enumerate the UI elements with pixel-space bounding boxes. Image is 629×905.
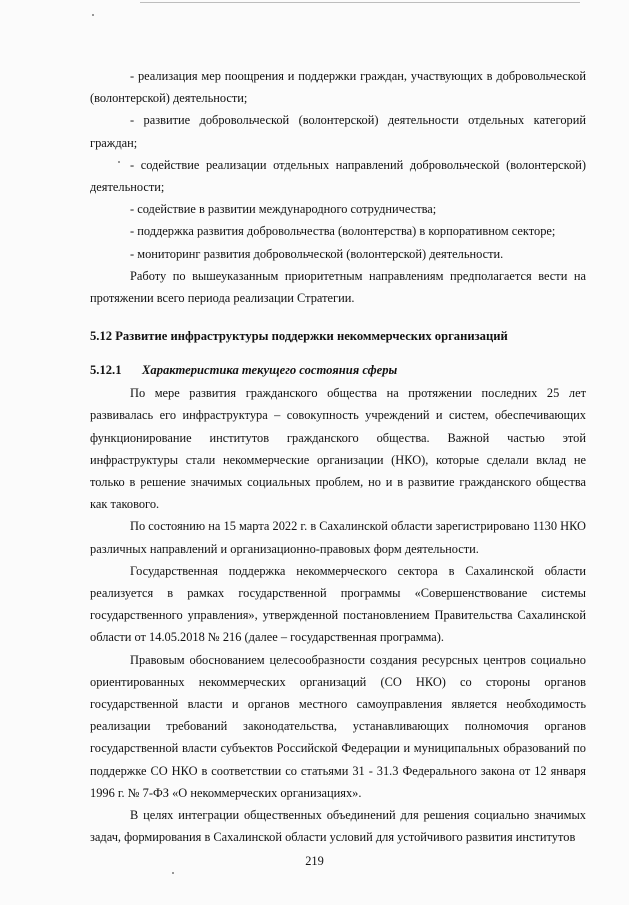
paragraph: В целях интеграции общественных объединений для решения социально значимых задач, формирования в Сахалинской области условий для устойчивого развития институтов xyxy=(90,808,586,845)
scan-edge-line xyxy=(140,2,580,3)
section-heading: 5.12 Развитие инфраструктуры поддержки некоммерческих организаций xyxy=(90,329,508,344)
list-item: - мониторинг развития добровольческой (волонтерской) деятельности. xyxy=(130,246,504,261)
paragraph: Государственная поддержка некоммерческого сектора в Сахалинской области реализуется в рамках государственной программы «Совершенствование системы государственного управления», утвержденной постановлением Правительства Сахалинской области от 14.05.2018 № 216 (далее – государственная программа). xyxy=(90,563,586,645)
page-number: 219 xyxy=(305,854,324,868)
paragraph: По мере развития гражданского общества на протяжении последних 25 лет развивалась его инфраструктура – совокупность учреждений и систем, обеспечивающих функционирование институтов гражданского общества. Важной частью этой инфраструктуры стали некоммерческие организации (НКО), которые сделали вклад не только в решение значимых социальных проблем, но и в развитие гражданского общества как такового. xyxy=(90,386,586,512)
scan-speck xyxy=(92,14,94,16)
document-body xyxy=(90,65,586,849)
scan-speck xyxy=(172,872,174,874)
list-item: - развитие добровольческой (волонтерской) деятельности отдельных категорий граждан; xyxy=(90,113,586,150)
paragraph: Работу по вышеуказанным приоритетным направлениям предполагается вести на протяжении всего периода реализации Стратегии. xyxy=(90,268,586,306)
subsection-number: 5.12.1 xyxy=(90,363,122,378)
subsection-heading xyxy=(90,360,586,380)
list-item: - поддержка развития добровольчества (волонтерства) в корпоративном секторе; xyxy=(130,224,556,239)
paragraph: Правовым обоснованием целесообразности создания ресурсных центров социально ориентированных некоммерческих организаций (СО НКО) со стороны органов государственной власти и органов местного самоуправления является необходимость реализации требований законодательства, устанавливающих полномочия органов государственной власти субъектов Российской Федерации и муниципальных образований по поддержке СО НКО в соответствии со статьями 31 - 31.3 Федерального закона от 12 января 1996 г. № 7-ФЗ «О некоммерческих организациях». xyxy=(90,652,586,800)
subsection-title: Характеристика текущего состояния сферы xyxy=(142,363,398,378)
list-item: - реализация мер поощрения и поддержки граждан, участвующих в добровольческой (волонтерской) деятельности; xyxy=(90,69,586,106)
list-item: - содействие реализации отдельных направлений добровольческой (волонтерской) деятельности; xyxy=(90,157,586,195)
list-item: - содействие в развитии международного сотрудничества; xyxy=(130,202,437,217)
paragraph: По состоянию на 15 марта 2022 г. в Сахалинской области зарегистрировано 1130 НКО различных направлений и организационно-правовых форм деятельности. xyxy=(90,519,586,556)
